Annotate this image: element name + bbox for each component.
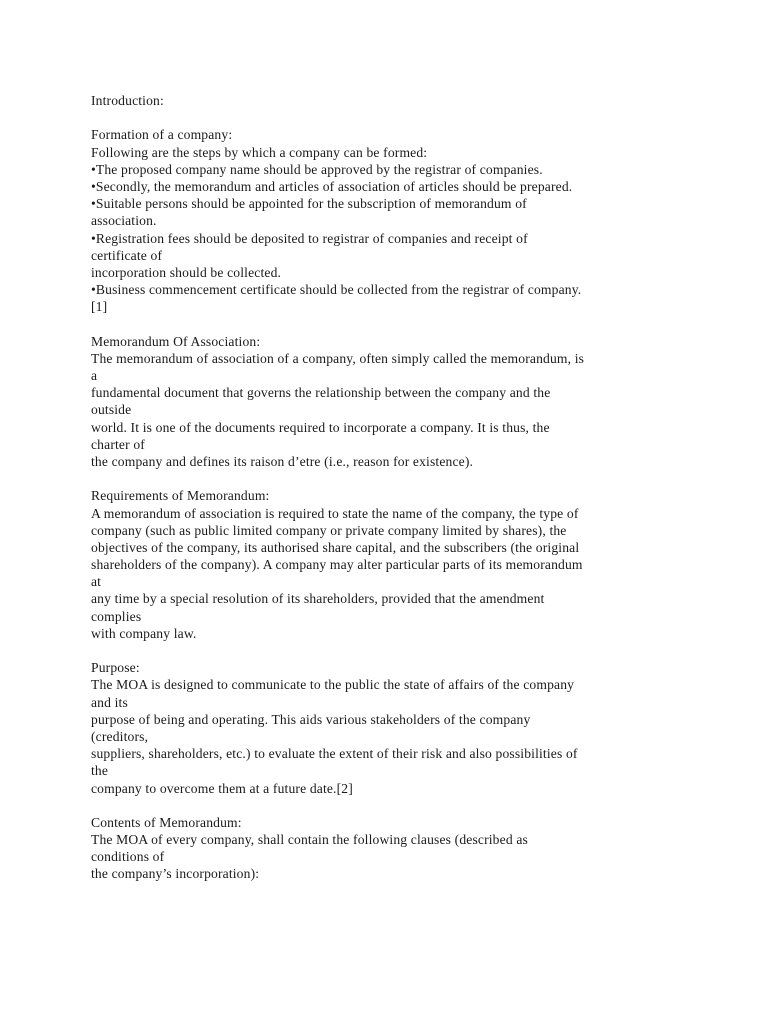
text-line: the (91, 763, 109, 779)
text-line: any time by a special resolution of its shareholders, provided that the amendment (91, 591, 545, 607)
memorandum-heading: Memorandum Of Association: (91, 333, 261, 349)
text-line: incorporation should be collected. (91, 264, 282, 280)
text-line: shareholders of the company). A company may alter particular parts of its memorandum (91, 557, 583, 573)
text-line: the company and defines its raison d’etre (i.e., reason for existence). (91, 453, 474, 469)
text-line: outside (91, 402, 132, 418)
contents-heading: Contents of Memorandum: (91, 814, 242, 830)
text-line: association. (91, 213, 157, 229)
text-line: Following are the steps by which a company can be formed: (91, 144, 428, 160)
text-line: •Registration fees should be deposited to registrar of companies and receipt of (91, 230, 528, 246)
text-line: world. It is one of the documents required to incorporate a company. It is thus, the (91, 419, 550, 435)
requirements-section (91, 487, 681, 642)
text-line: purpose of being and operating. This aids various stakeholders of the company (91, 711, 531, 727)
contents-section (91, 814, 681, 883)
text-line: charter of (91, 436, 145, 452)
requirements-heading: Requirements of Memorandum: (91, 488, 270, 504)
formation-heading: Formation of a company: (91, 127, 233, 143)
text-line: [1] (91, 299, 108, 315)
text-line: a (91, 368, 98, 383)
paragraph-gap (91, 315, 681, 332)
text-line: •Suitable persons should be appointed for the subscription of memorandum of (91, 196, 527, 212)
text-line: company (such as public limited company or private company limited by shares), the (91, 522, 567, 538)
purpose-section (91, 659, 681, 797)
text-line: certificate of (91, 247, 163, 263)
paragraph-gap (91, 797, 681, 814)
text-line: The MOA is designed to communicate to the public the state of affairs of the company (91, 677, 575, 693)
text-line: objectives of the company, its authorised share capital, and the subscribers (the original (91, 539, 580, 555)
text-line: (creditors, (91, 728, 149, 744)
text-line: and its (91, 694, 128, 710)
paragraph-gap (91, 642, 681, 659)
text-line: with company law. (91, 625, 197, 641)
text-line: The MOA of every company, shall contain the following clauses (described as (91, 832, 528, 848)
text-line: •The proposed company name should be approved by the registrar of companies. (91, 161, 543, 177)
text-line: •Business commencement certificate should be collected from the registrar of company. (91, 282, 582, 298)
text-line: company to overcome them at a future date.[2] (91, 780, 353, 796)
memorandum-section (91, 333, 681, 471)
intro-heading: Introduction: (91, 93, 164, 108)
document-page (91, 92, 681, 883)
text-line: the company’s incorporation): (91, 866, 260, 882)
text-line: •Secondly, the memorandum and articles of association of articles should be prepared. (91, 178, 573, 194)
text-line: complies (91, 608, 142, 624)
text-line: fundamental document that governs the relationship between the company and the (91, 385, 551, 401)
text-line: at (91, 574, 102, 590)
purpose-heading: Purpose: (91, 660, 140, 676)
paragraph-gap (91, 470, 681, 487)
text-line: conditions of (91, 849, 165, 865)
text-line: The memorandum of association of a company, often simply called the memorandum, is (91, 350, 585, 366)
paragraph-gap (91, 109, 681, 126)
formation-section (91, 126, 681, 315)
text-line: A memorandum of association is required to state the name of the company, the type of (91, 505, 579, 521)
text-line: suppliers, shareholders, etc.) to evaluate the extent of their risk and also possibilities of (91, 746, 578, 762)
